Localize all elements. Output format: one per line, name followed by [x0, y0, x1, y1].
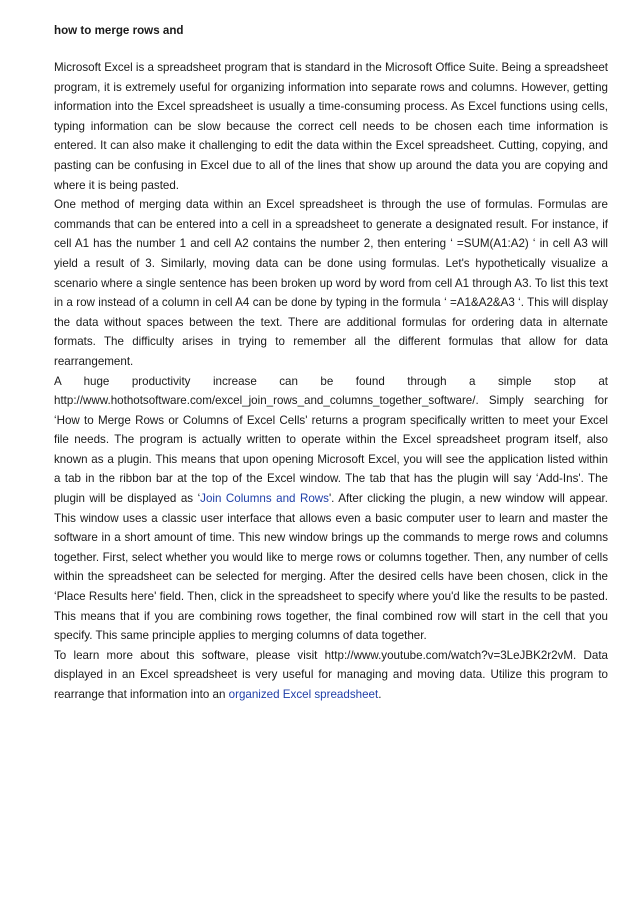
paragraph-plugin: [54, 372, 608, 646]
paragraph-plugin-text-start: A huge productivity increase can be found through a simple stop at http://www.hothotsoftware.com/excel_join_rows_and_columns_together_software/. Simply searching for ‘How to Merge Rows or Columns of Excel Cells' returns a program specifically written to meet your Excel file needs. The program is actually written to operate within the Excel spreadsheet program itself, also known as a plugin. This means that upon opening Microsoft Excel, you will see the application listed within a tab in the ribbon bar at the top of the Excel window. The tab that has the plugin will say ‘Add-Ins'. The plugin will be displayed as ‘: [54, 374, 608, 506]
join-columns-and-rows-link[interactable]: Join Columns and Rows: [200, 492, 329, 506]
paragraph-learn-more: [54, 646, 608, 705]
organized-excel-spreadsheet-link[interactable]: organized Excel spreadsheet: [228, 688, 379, 701]
document-title: how to merge rows and: [54, 24, 184, 37]
paragraph-formulas: One method of merging data within an Excel spreadsheet is through the use of formulas. Formulas are commands that can be entered into a cell in a spreadsheet to generate a designated result. For instance, if cell A1 has the number 1 and cell A2 contains the number 2, then entering ‘ =SUM(A1:A2) ‘ in cell A3 will yield a result of 3. Similarly, moving data can be done using formulas. Let's hypothetically visualize a scenario where a single sentence has been broken up word by word from cell A1 through A3. To list this text in a row instead of a column in cell A4 can be done by typing in the formula ‘ =A1&A2&A3 ‘. This will display the data without spaces between the text. There are additional formulas for ordering data in alternate formats. The difficulty arises in trying to remember all the different formulas that allow for data rearrangement.: [54, 198, 608, 368]
paragraph-learn-more-text-start: To learn more about this software, please visit http://www.youtube.com/watch?v=3LeJBK2r2vM. Data displayed in an Excel spreadsheet is very useful for managing and moving data. Utilize this program to rearrange that information into an: [54, 648, 608, 701]
paragraph-learn-more-text-end: .: [378, 688, 382, 701]
paragraph-excel-intro: Microsoft Excel is a spreadsheet program that is standard in the Microsoft Office Suite. Being a spreadsheet program, it is extremely useful for organizing information into separate rows and columns. However, getting information into the Excel spreadsheet is usually a time-consuming process. As Excel functions using cells, typing information can be slow because the correct cell needs to be chosen each time information is entered. It can also make it challenging to edit the data within the Excel spreadsheet. Cutting, copying, and pasting can be confusing in Excel due to all of the lines that show up around the data you are copying and where it is being pasted.: [54, 61, 608, 192]
paragraph-plugin-text-end: '. After clicking the plugin, a new window will appear. This window uses a classic user interface that allows even a basic computer user to learn and master the software in a short amount of time. This new window brings up the commands to merge rows and columns together. First, select whether you would like to merge rows or columns together. Then, any number of cells within the spreadsheet can be selected for merging. After the desired cells have been chosen, click in the ‘Place Results here' field. Then, click in the spreadsheet to specify where you'd like the results to be pasted. This means that if you are combining rows together, the final combined row will start in the cell that you specify. This same principle applies to merging columns of data together.: [54, 492, 609, 643]
